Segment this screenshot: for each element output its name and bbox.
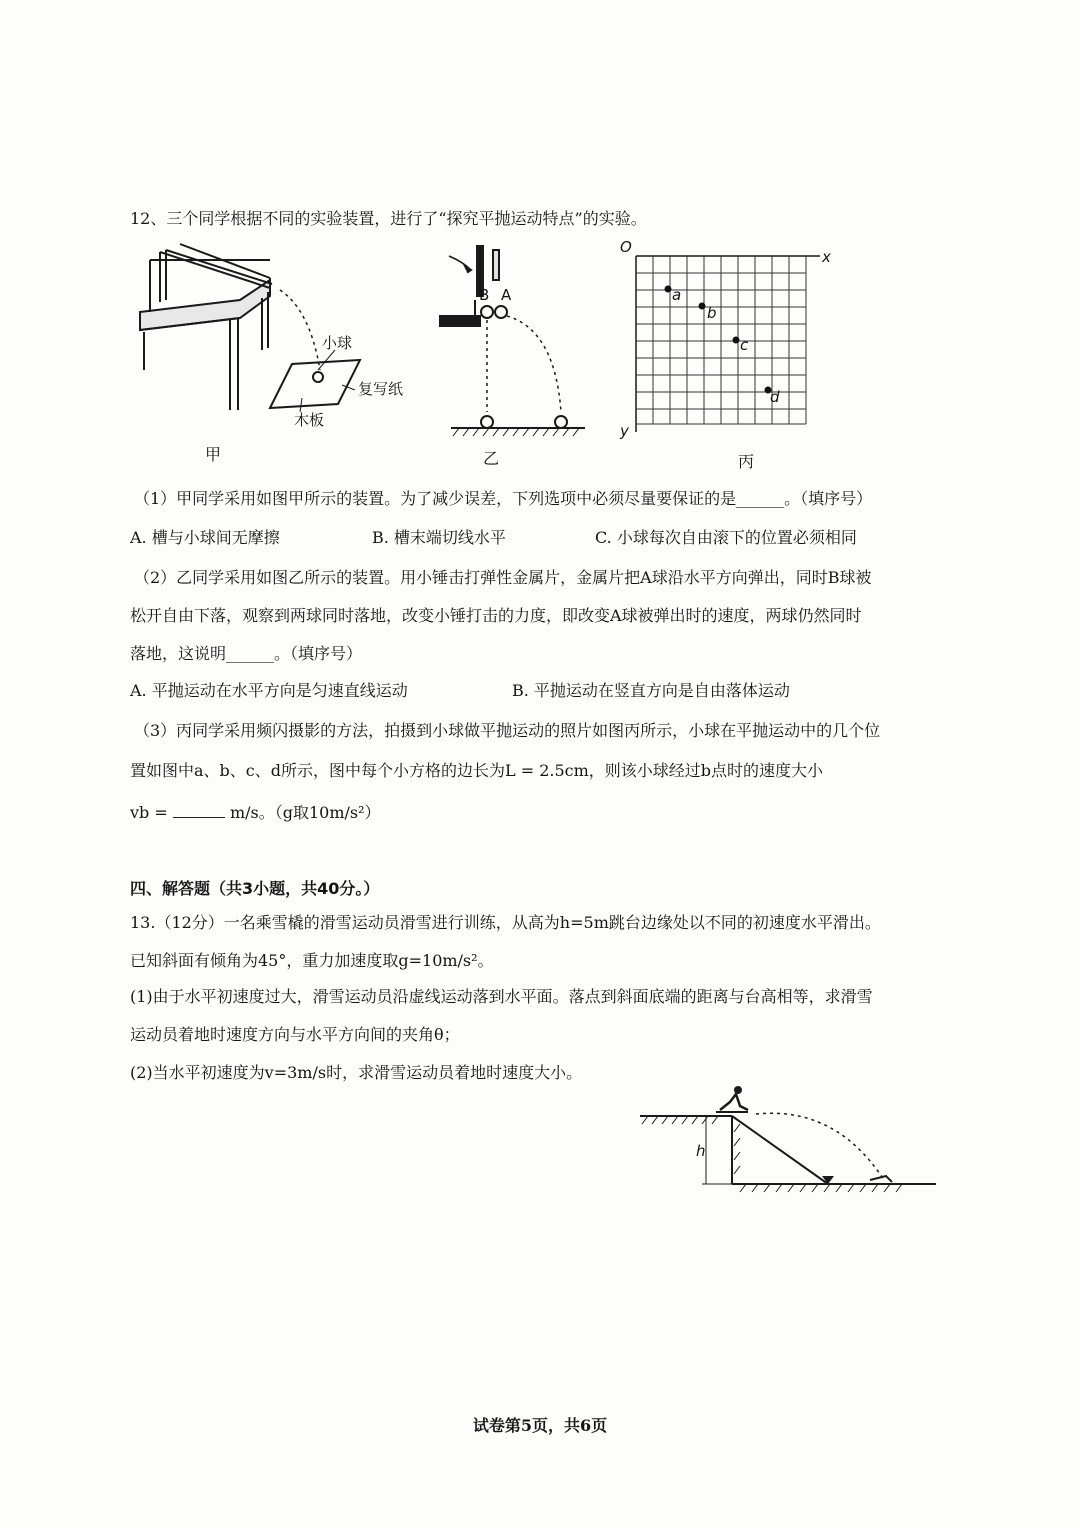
q12-part2-line2: 松开自由下落，观察到两球同时落地，改变小锤打击的力度，即改变A球被弹出时的速度，两球仍然同时 xyxy=(130,606,862,625)
q12-p2-option-a: A. 平抛运动在水平方向是匀速直线运动 xyxy=(130,681,408,700)
q12-part3-line2: 置如图中a、b、c、d所示，图中每个小方格的边长为L = 2.5cm，则该小球经过b点时的速度大小 xyxy=(130,761,824,780)
figure-jia xyxy=(130,240,430,440)
point-b xyxy=(699,303,706,310)
caption-jia: 甲 xyxy=(205,445,222,464)
caption-bing: 丙 xyxy=(738,452,755,471)
page-footer: 试卷第5页，共6页 xyxy=(472,1416,608,1435)
point-d-label: d xyxy=(770,388,780,406)
label-b: B xyxy=(479,286,490,304)
q12-part2-line1: （2）乙同学采用如图乙所示的装置。用小锤击打弹性金属片，金属片把A球沿水平方向弹出，同时B球被 xyxy=(134,568,872,587)
q12-title: 12、三个同学根据不同的实验装置，进行了“探究平抛运动特点”的实验。 xyxy=(130,209,647,228)
label-a: A xyxy=(501,286,512,304)
h-label: h xyxy=(696,1142,706,1160)
caption-yi: 乙 xyxy=(483,449,500,468)
q12-part3-line1: （3）丙同学采用频闪摄影的方法，拍摄到小球做平抛运动的照片如图丙所示，小球在平抛运动中的几个位 xyxy=(134,721,881,740)
origin-label: O xyxy=(620,238,632,256)
ski-jump-figure xyxy=(636,1076,946,1196)
q13-part2: (2)当水平初速度为v=3m/s时，求滑雪运动员着地时速度大小。 xyxy=(130,1063,583,1082)
q12-part3-line3 xyxy=(130,802,381,824)
board-label: 木板 xyxy=(294,411,325,429)
point-a-label: a xyxy=(672,286,682,304)
q13-part1-line1: (1)由于水平初速度过大，滑雪运动员沿虚线运动落到水平面。落点到斜面底端的距离与台高相等，求滑雪 xyxy=(130,987,873,1006)
vb-prefix: vb = xyxy=(130,803,168,822)
q12-p1-option-a: A. 槽与小球间无摩擦 xyxy=(130,528,280,547)
answer-blank xyxy=(173,803,225,818)
x-axis-label: x xyxy=(822,248,831,266)
q12-part2-line3: 落地，这说明______。（填序号） xyxy=(130,644,363,663)
point-c-label: c xyxy=(740,336,749,354)
q13-line2: 已知斜面有倾角为45°，重力加速度取g=10m/s²。 xyxy=(130,951,494,970)
q13-line1: 13.（12分）一名乘雪橇的滑雪运动员滑雪进行训练，从高为h=5m跳台边缘处以不同的初速度水平滑出。 xyxy=(130,913,881,932)
point-c xyxy=(733,337,740,344)
copy-paper-label: 复写纸 xyxy=(358,380,404,398)
point-b-label: b xyxy=(707,304,717,322)
q12-p2-option-b: B. 平抛运动在竖直方向是自由落体运动 xyxy=(512,681,790,700)
q12-p1-option-c: C. 小球每次自由滚下的位置必须相同 xyxy=(595,528,857,547)
figure-bing xyxy=(612,236,842,446)
section4-heading: 四、解答题（共3小题，共40分。） xyxy=(130,879,380,898)
ball-label: 小球 xyxy=(322,334,353,352)
point-a xyxy=(665,286,672,293)
q12-part1: （1）甲同学采用如图甲所示的装置。为了减少误差，下列选项中必须尽量要保证的是______。（填序号） xyxy=(134,489,873,508)
figure-yi xyxy=(435,240,595,440)
y-axis-label: y xyxy=(620,422,629,440)
vb-suffix: m/s。（g取10m/s²） xyxy=(229,803,381,822)
q12-p1-option-b: B. 槽末端切线水平 xyxy=(372,528,506,547)
q13-part1-line2: 运动员着地时速度方向与水平方向间的夹角θ； xyxy=(130,1025,460,1044)
